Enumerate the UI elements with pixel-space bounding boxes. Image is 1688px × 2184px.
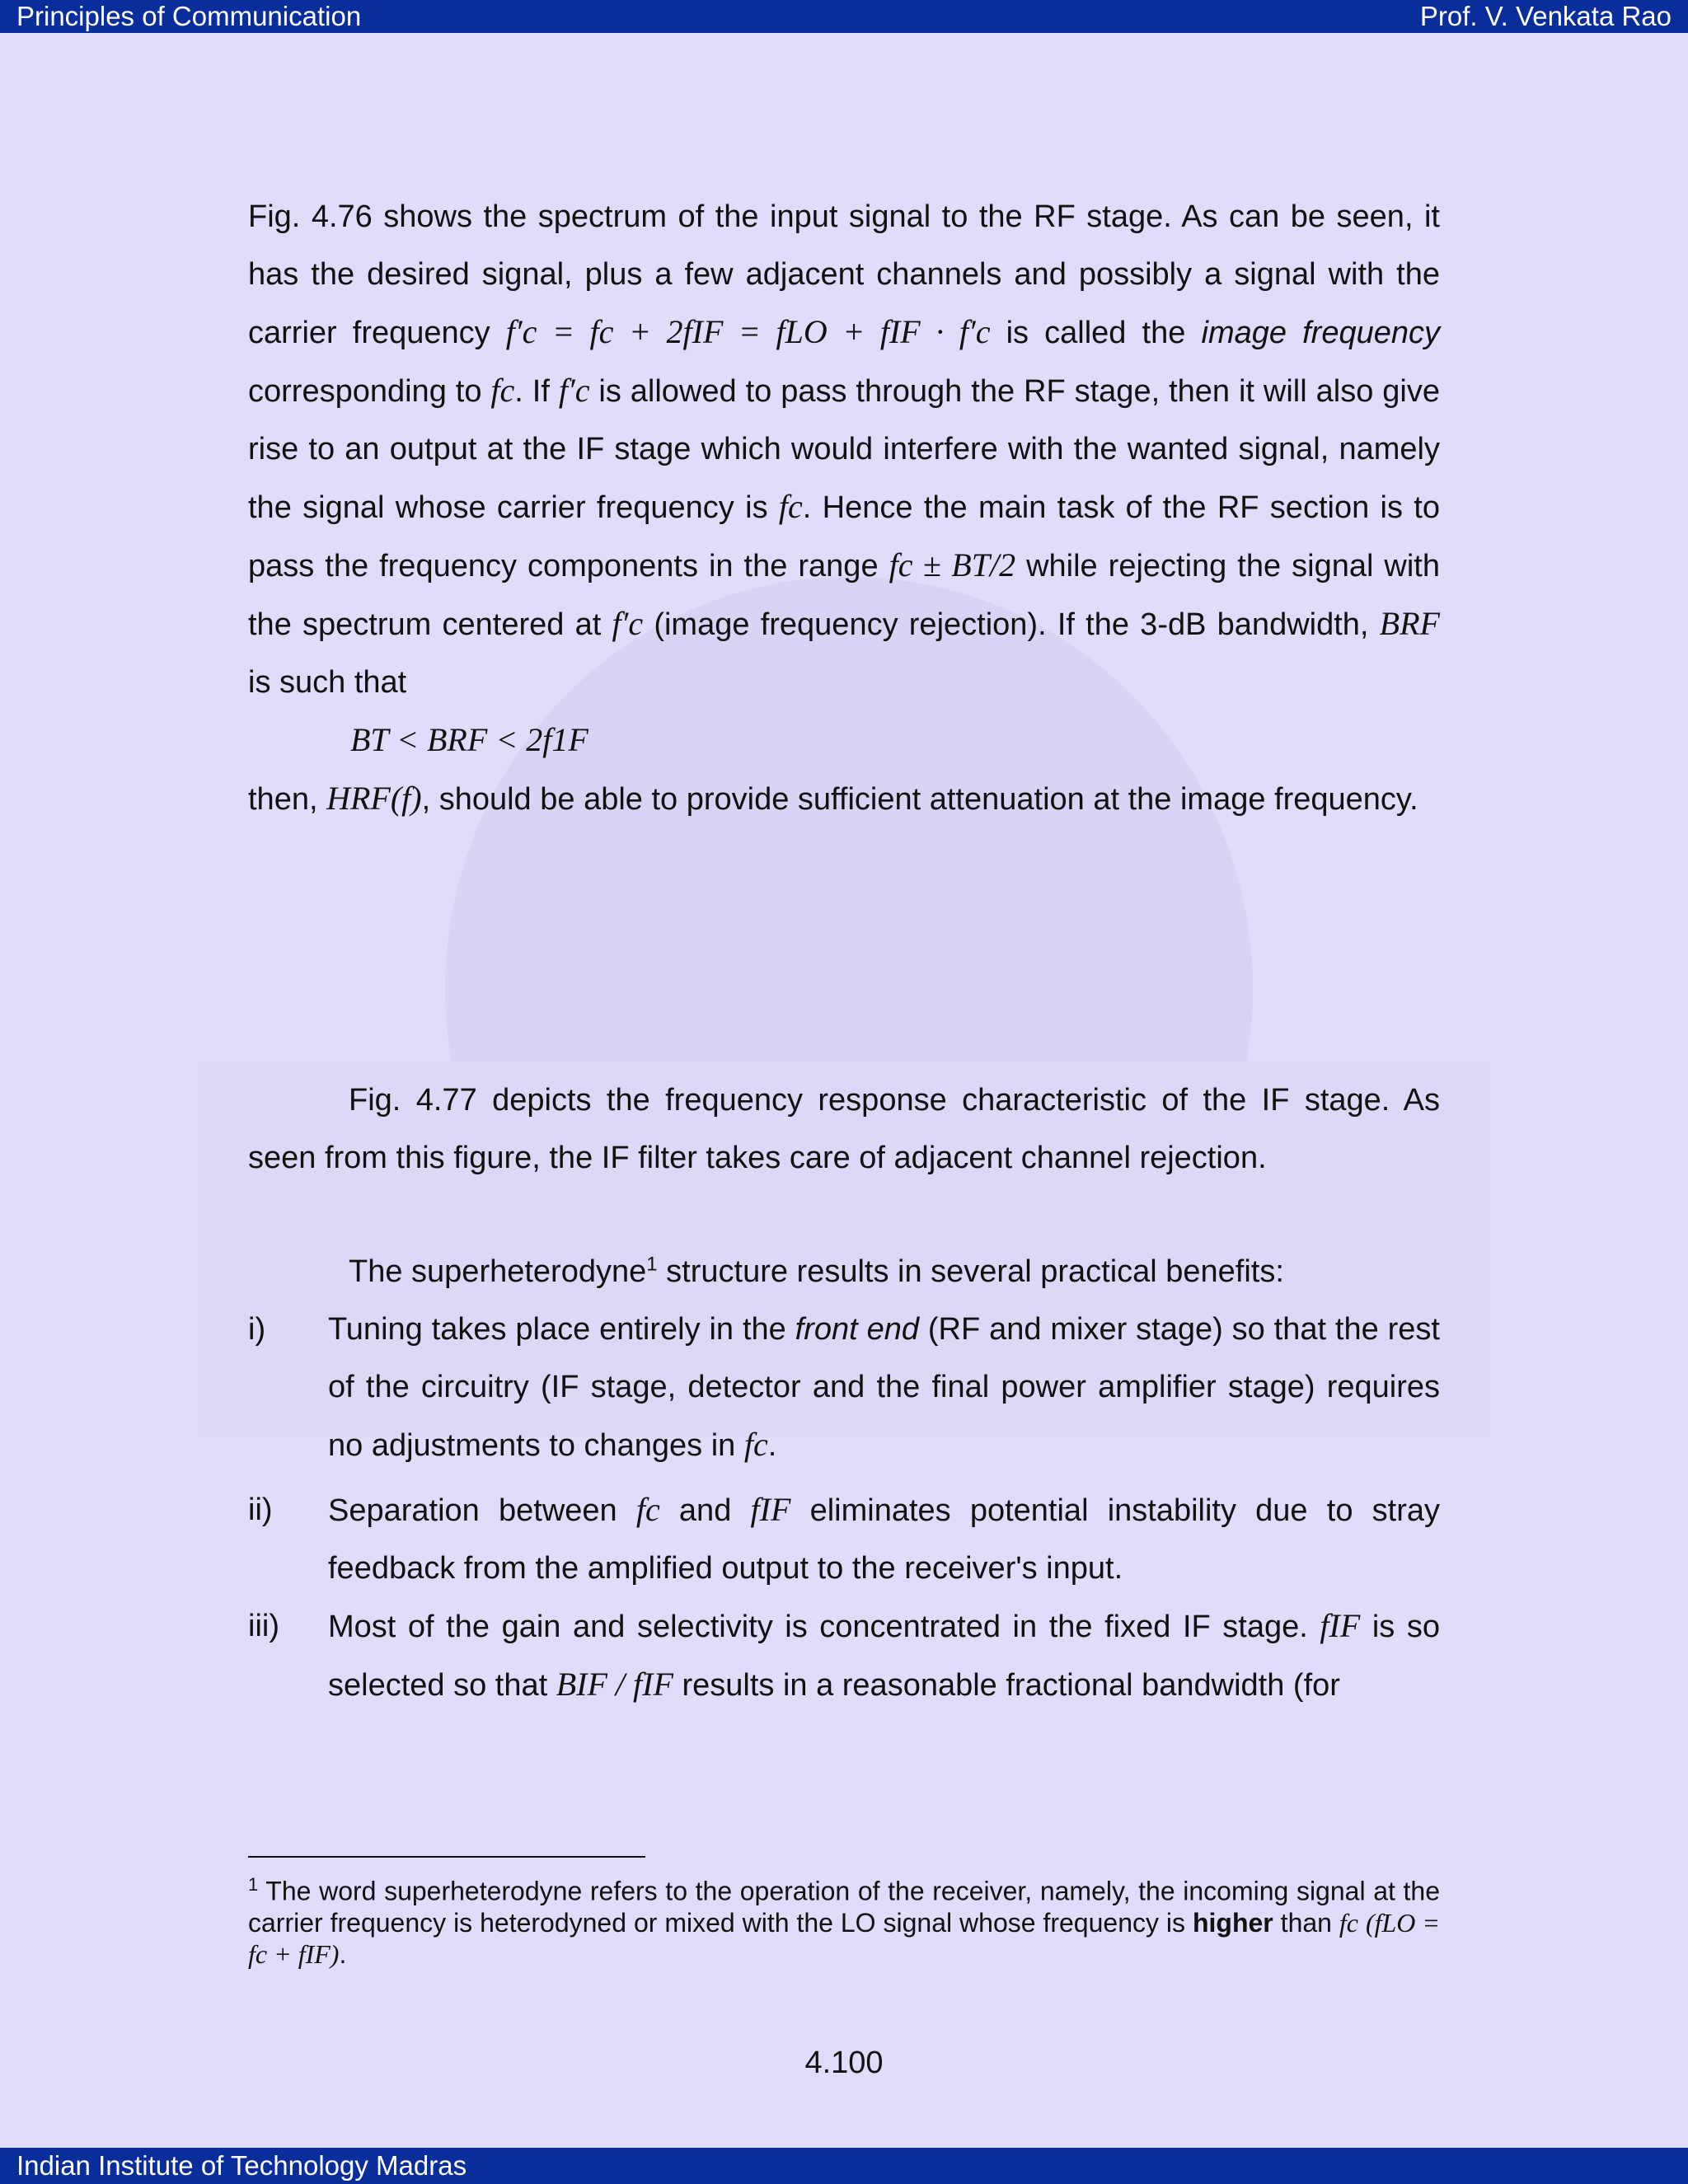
paragraph-if-stage (248, 1071, 1440, 1187)
list-number: ii) (248, 1493, 273, 1527)
math-hrf: HRF(f) (326, 780, 422, 817)
text: Separation between (328, 1493, 636, 1528)
benefits-section (248, 1243, 1440, 1714)
footnote-ref: 1 (646, 1253, 658, 1276)
paragraph-image-frequency (248, 188, 1440, 828)
text: than (1273, 1907, 1339, 1938)
text: , should be able to provide sufficient attenuation at the image frequency. (421, 782, 1418, 817)
text: corresponding to (248, 374, 491, 409)
text: eliminates potential instability due to stray feedback from the amplified output to the receiver's input. (328, 1493, 1440, 1586)
footnote-divider (248, 1856, 645, 1858)
page-footer (0, 2148, 1688, 2184)
math-brf: BRF (1379, 605, 1440, 642)
text: . (767, 1428, 777, 1463)
text: (image frequency rejection). If the 3-dB bandwidth, (643, 607, 1380, 642)
text: . If (514, 374, 559, 409)
math-fc-prime: f′c (558, 372, 590, 409)
text: is called the (990, 316, 1202, 350)
text: results in a reasonable fractional bandwidth (for (673, 1668, 1340, 1703)
math-fc: fc (635, 1491, 660, 1528)
list-number: i) (248, 1312, 266, 1347)
list-item (248, 1597, 1440, 1714)
header-course-title: Principles of Communication (16, 1, 362, 31)
list-number: iii) (248, 1609, 279, 1643)
math-fc: fc (778, 488, 803, 525)
text: Fig. 4.76 shows the spectrum of the input signal to the RF stage. As can be seen, it has the desired signal, plus a few adjacent channels and possibly a signal with the carrier frequency (248, 199, 1440, 350)
math-fc-prime: f′c (612, 605, 644, 642)
text: Most of the gain and selectivity is concentrated in the fixed IF stage. (328, 1610, 1320, 1644)
math-fc: fc (1339, 1907, 1358, 1938)
page-header (0, 0, 1688, 33)
math-fractional-bandwidth: BIF / fIF (556, 1666, 673, 1703)
text: and (659, 1493, 751, 1528)
footnote (248, 1869, 1440, 1970)
text: is allowed to pass through the RF stage, then it will also give rise to an output at the IF stage which would interfere with the wanted signal, namely the signal whose carrier frequency is (248, 374, 1440, 525)
text: is so selected so that (328, 1610, 1440, 1703)
text: is such that (248, 665, 407, 700)
math-fif: fIF (750, 1491, 791, 1528)
text: The superheterodyne (349, 1254, 647, 1289)
text: The word superheterodyne refers to the operation of the receiver, namely, the incoming signal at the carrier frequency is heterodyned or mixed with the LO signal whose frequency is (248, 1876, 1440, 1938)
equation-bandwidth (248, 711, 1440, 770)
emphasis-front-end: front end (795, 1312, 919, 1347)
page-number: 4.100 (804, 2046, 884, 2080)
math-fc: fc (743, 1426, 768, 1463)
text: then, (248, 782, 327, 817)
bold-higher: higher (1192, 1907, 1273, 1938)
header-author: Prof. V. Venkata Rao (1419, 1, 1672, 31)
text: structure results in several practical benefits: (657, 1254, 1284, 1289)
paragraph-text: Fig. 4.77 depicts the frequency response characteristic of the IF stage. As seen from this figure, the IF filter takes care of adjacent channel rejection. (248, 1083, 1440, 1175)
text: . (339, 1938, 347, 1969)
emphasis-image-frequency: image frequency (1201, 316, 1440, 350)
math-fc: fc (490, 372, 515, 409)
footnote-marker: 1 (248, 1874, 259, 1895)
text: (RF and mixer stage) so that the rest of the circuitry (IF stage, detector and the final power amplifier stage) requires no adjustments to changes in (328, 1312, 1440, 1463)
math-fif: fIF (1320, 1607, 1361, 1644)
math-bandwidth-inequality: BT < BRF < 2f1F (350, 721, 588, 758)
list-item (248, 1301, 1440, 1474)
text: Tuning takes place entirely in the (328, 1312, 795, 1347)
math-image-frequency-eq: f′c = fc + 2fIF = fLO + fIF · f′c (505, 313, 991, 350)
math-flo-eq: (fLO = fc + fIF) (248, 1907, 1441, 1969)
text: while rejecting the signal with the spectrum centered at (248, 549, 1440, 642)
text: . Hence the main task of the RF section is to pass the frequency components in the range (248, 490, 1440, 583)
list-item (248, 1481, 1440, 1597)
footer-institution: Indian Institute of Technology Madras (16, 2150, 467, 2181)
math-range: fc ± BT/2 (889, 546, 1016, 583)
